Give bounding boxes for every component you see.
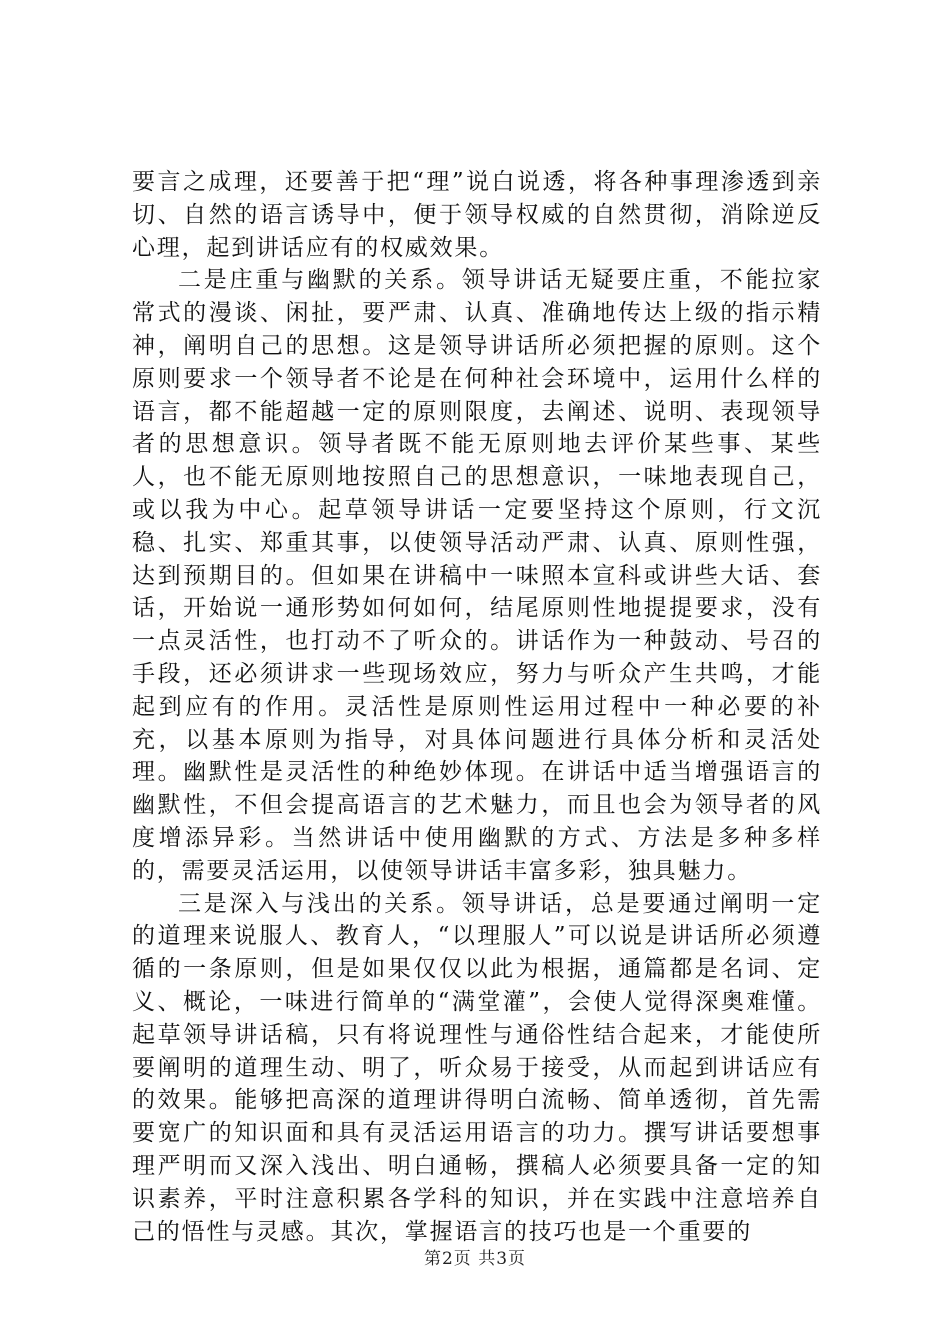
paragraph-continuation: 要言之成理，还要善于把“理”说白说透，将各种事理渗透到亲切、自然的语言诱导中，便于领导权威的自然贯彻，消除逆反心理，起到讲话应有的权威效果。 [132,169,822,261]
paragraph-depth-simplicity: 三是深入与浅出的关系。领导讲话，总是要通过阐明一定的道理来说服人、教育人，“以理服人”可以说是讲话所必须遵循的一条原则，但是如果仅仅以此为根据，通篇都是名词、定义、概论，一味进行简单的“满堂灌”，会使人觉得深奥难懂。起草领导讲话稿，只有将说理性与通俗性结合起来，才能使所要阐明的道理生动、明了，听众易于接受，从而起到讲话应有的效果。能够把高深的道理讲得明白流畅、简单透彻，首先需要宽广的知识面和具有灵活运用语言的功力。撰写讲话要想事理严明而又深入浅出、明白通畅，撰稿人必须要具备一定的知识素养，平时注意积累各学科的知识，并在实践中注意培养自己的悟性与灵感。其次，掌握语言的技巧也是一个重要的 [132,890,822,1245]
document-body [132,166,822,1248]
page-number-footer: 第2页 共3页 [423,1249,527,1269]
paragraph-solemnity-humor: 二是庄重与幽默的关系。领导讲话无疑要庄重，不能拉家常式的漫谈、闲扯，要严肃、认真、准确地传达上级的指示精神，阐明自己的思想。这是领导讲话所必须把握的原则。这个原则要求一个领导者不论是在何种社会环境中，运用什么样的语言，都不能超越一定的原则限度，去阐述、说明、表现领导者的思想意识。领导者既不能无原则地去评价某些事、某些人，也不能无原则地按照自己的思想意识，一味地表现自己，或以我为中心。起草领导讲话一定要坚持这个原则，行文沉稳、扎实、郑重其事，以使领导活动严肃、认真、原则性强，达到预期目的。但如果在讲稿中一味照本宣科或讲些大话、套话，开始说一通形势如何如何，结尾原则性地提提要求，没有一点灵活性，也打动不了听众的。讲话作为一种鼓动、号召的手段，还必须讲求一些现场效应，努力与听众产生共鸣，才能起到应有的作用。灵活性是原则性运用过程中一种必要的补充，以基本原则为指导，对具体问题进行具体分析和灵活处理。幽默性是灵活性的种绝妙体现。在讲话中适当增强语言的幽默性，不但会提高语言的艺术魅力，而且也会为领导者的风度增添异彩。当然讲话中使用幽默的方式、方法是多种多样的，需要灵活运用，以使领导讲话丰富多彩，独具魅力。 [132,267,822,884]
